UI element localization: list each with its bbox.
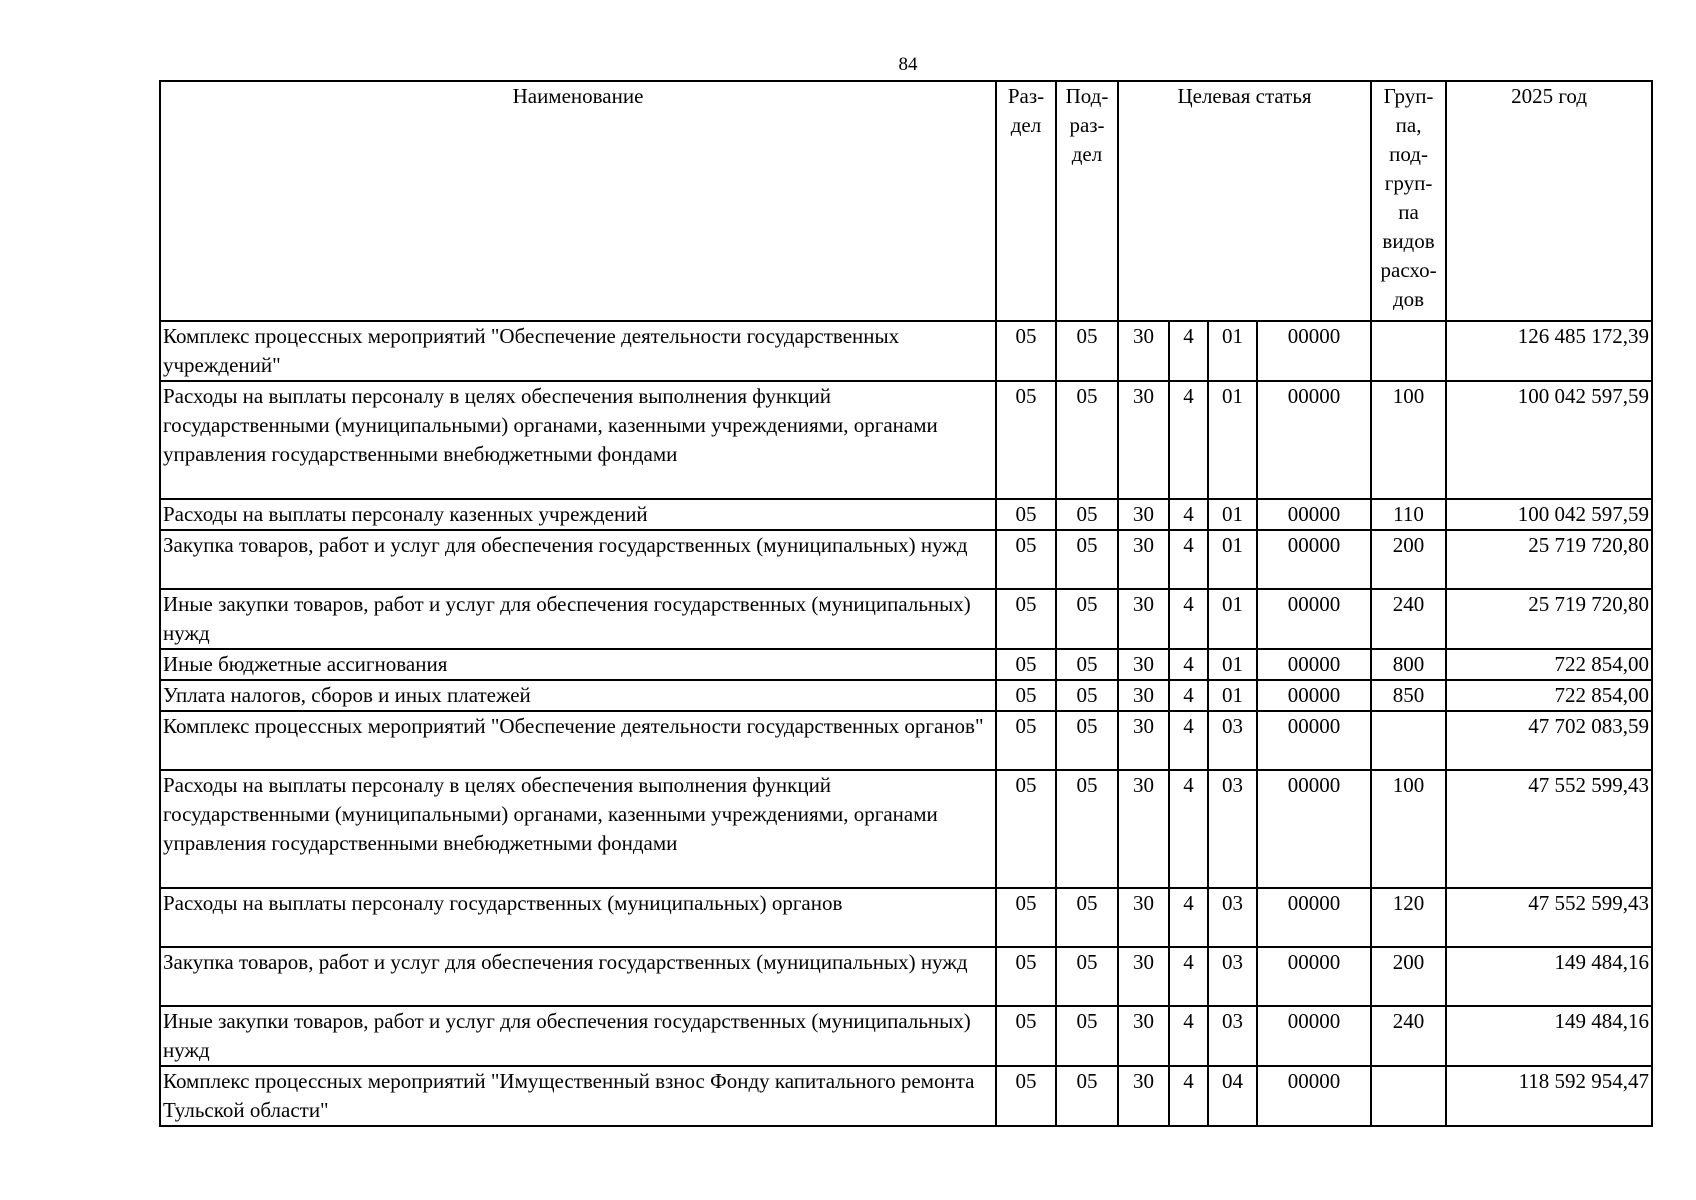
row-amount: 149 484,16 — [1446, 1006, 1652, 1066]
row-target-complex: 01 — [1208, 499, 1257, 530]
row-amount: 100 042 597,59 — [1446, 381, 1652, 499]
table-row — [160, 321, 1652, 381]
row-amount: 100 042 597,59 — [1446, 499, 1652, 530]
row-target-complex: 01 — [1208, 649, 1257, 680]
row-target-complex: 03 — [1208, 770, 1257, 888]
row-name: Уплата налогов, сборов и иных платежей — [160, 680, 996, 711]
row-subsection: 05 — [1056, 499, 1118, 530]
table-row — [160, 381, 1652, 499]
row-target-direction: 00000 — [1257, 1066, 1371, 1126]
row-target-program: 30 — [1118, 381, 1169, 499]
row-target-program: 30 — [1118, 649, 1169, 680]
header-group-part: Груп- — [1383, 84, 1434, 108]
row-target-type: 4 — [1169, 1006, 1208, 1066]
header-year: 2025 год — [1446, 81, 1652, 321]
row-expense-group: 100 — [1371, 381, 1446, 499]
row-subsection: 05 — [1056, 1006, 1118, 1066]
row-subsection: 05 — [1056, 1066, 1118, 1126]
row-section: 05 — [996, 770, 1056, 888]
header-subsection-part: дел — [1071, 142, 1103, 166]
table-row — [160, 947, 1652, 1006]
row-amount: 126 485 172,39 — [1446, 321, 1652, 381]
row-amount: 47 552 599,43 — [1446, 770, 1652, 888]
row-name: Комплекс процессных мероприятий "Имущественный взнос Фонду капитального ремонта Тульской области" — [160, 1066, 996, 1126]
row-target-direction: 00000 — [1257, 530, 1371, 589]
row-target-complex: 03 — [1208, 1006, 1257, 1066]
row-expense-group: 800 — [1371, 649, 1446, 680]
row-target-complex: 03 — [1208, 947, 1257, 1006]
row-target-complex: 01 — [1208, 589, 1257, 649]
row-target-complex: 03 — [1208, 888, 1257, 947]
row-target-program: 30 — [1118, 711, 1169, 770]
header-section — [996, 81, 1056, 321]
row-target-direction: 00000 — [1257, 770, 1371, 888]
header-group-part: дов — [1392, 287, 1425, 311]
header-section-part: Раз- — [1007, 84, 1045, 108]
table-row — [160, 711, 1652, 770]
row-target-type: 4 — [1169, 947, 1208, 1006]
row-subsection: 05 — [1056, 649, 1118, 680]
row-name: Расходы на выплаты персоналу государственных (муниципальных) органов — [160, 888, 996, 947]
row-target-complex: 01 — [1208, 680, 1257, 711]
header-group-part: па, — [1395, 113, 1422, 137]
row-expense-group: 100 — [1371, 770, 1446, 888]
header-group-part: па — [1398, 200, 1419, 224]
row-name: Иные закупки товаров, работ и услуг для обеспечения государственных (муниципальных) нужд — [160, 589, 996, 649]
row-section: 05 — [996, 589, 1056, 649]
row-target-program: 30 — [1118, 499, 1169, 530]
row-expense-group — [1371, 321, 1446, 381]
row-target-direction: 00000 — [1257, 321, 1371, 381]
row-name: Расходы на выплаты персоналу в целях обеспечения выполнения функций государственными (муниципальными) органами, казенными учреждениями, органами управления государственными внебюджетными фондами — [160, 381, 996, 499]
row-subsection: 05 — [1056, 321, 1118, 381]
row-section: 05 — [996, 530, 1056, 589]
row-subsection: 05 — [1056, 888, 1118, 947]
header-target-article: Целевая статья — [1118, 81, 1371, 321]
row-target-type: 4 — [1169, 770, 1208, 888]
header-group-part: груп- — [1384, 171, 1433, 195]
table-row — [160, 1006, 1652, 1066]
row-section: 05 — [996, 381, 1056, 499]
row-target-direction: 00000 — [1257, 649, 1371, 680]
table-row — [160, 499, 1652, 530]
row-section: 05 — [996, 711, 1056, 770]
row-amount: 118 592 954,47 — [1446, 1066, 1652, 1126]
row-target-type: 4 — [1169, 321, 1208, 381]
row-target-complex: 01 — [1208, 321, 1257, 381]
header-name: Наименование — [160, 81, 996, 321]
row-section: 05 — [996, 499, 1056, 530]
row-target-type: 4 — [1169, 530, 1208, 589]
row-expense-group — [1371, 711, 1446, 770]
row-target-direction: 00000 — [1257, 589, 1371, 649]
row-section: 05 — [996, 680, 1056, 711]
row-subsection: 05 — [1056, 381, 1118, 499]
row-name: Комплекс процессных мероприятий "Обеспечение деятельности государственных учреждений" — [160, 321, 996, 381]
table-row — [160, 770, 1652, 888]
row-subsection: 05 — [1056, 680, 1118, 711]
table-row — [160, 1066, 1652, 1126]
row-expense-group: 120 — [1371, 888, 1446, 947]
row-target-program: 30 — [1118, 770, 1169, 888]
row-target-direction: 00000 — [1257, 381, 1371, 499]
row-expense-group: 850 — [1371, 680, 1446, 711]
row-target-type: 4 — [1169, 888, 1208, 947]
header-group-part: видов — [1382, 229, 1435, 253]
row-amount: 722 854,00 — [1446, 649, 1652, 680]
row-target-direction: 00000 — [1257, 499, 1371, 530]
row-name: Расходы на выплаты персоналу в целях обеспечения выполнения функций государственными (муниципальными) органами, казенными учреждениями, органами управления государственными внебюджетными фондами — [160, 770, 996, 888]
row-amount: 25 719 720,80 — [1446, 589, 1652, 649]
header-group-part: под- — [1389, 142, 1428, 166]
row-expense-group: 240 — [1371, 1006, 1446, 1066]
row-target-direction: 00000 — [1257, 947, 1371, 1006]
page-number: 84 — [898, 54, 918, 75]
row-target-program: 30 — [1118, 680, 1169, 711]
row-target-complex: 04 — [1208, 1066, 1257, 1126]
row-target-program: 30 — [1118, 1006, 1169, 1066]
row-section: 05 — [996, 1006, 1056, 1066]
row-subsection: 05 — [1056, 711, 1118, 770]
row-subsection: 05 — [1056, 589, 1118, 649]
header-expense-group — [1371, 81, 1446, 321]
row-target-type: 4 — [1169, 589, 1208, 649]
header-subsection-part: раз- — [1069, 113, 1105, 137]
table-header-row — [160, 81, 1652, 321]
row-target-type: 4 — [1169, 711, 1208, 770]
row-amount: 47 702 083,59 — [1446, 711, 1652, 770]
header-group-part: расхо- — [1380, 258, 1437, 282]
row-expense-group: 200 — [1371, 947, 1446, 1006]
row-target-complex: 01 — [1208, 530, 1257, 589]
row-target-complex: 03 — [1208, 711, 1257, 770]
row-section: 05 — [996, 888, 1056, 947]
row-target-program: 30 — [1118, 589, 1169, 649]
row-amount: 722 854,00 — [1446, 680, 1652, 711]
row-target-direction: 00000 — [1257, 1006, 1371, 1066]
header-subsection-part: Под- — [1065, 84, 1109, 108]
table-row — [160, 649, 1652, 680]
row-target-direction: 00000 — [1257, 680, 1371, 711]
row-expense-group: 110 — [1371, 499, 1446, 530]
row-target-complex: 01 — [1208, 381, 1257, 499]
table-row — [160, 589, 1652, 649]
row-amount: 47 552 599,43 — [1446, 888, 1652, 947]
row-target-program: 30 — [1118, 321, 1169, 381]
row-expense-group: 200 — [1371, 530, 1446, 589]
row-target-program: 30 — [1118, 947, 1169, 1006]
row-expense-group: 240 — [1371, 589, 1446, 649]
row-name: Иные бюджетные ассигнования — [160, 649, 996, 680]
row-subsection: 05 — [1056, 530, 1118, 589]
row-name: Комплекс процессных мероприятий "Обеспечение деятельности государственных органов" — [160, 711, 996, 770]
row-target-type: 4 — [1169, 381, 1208, 499]
header-subsection — [1056, 81, 1118, 321]
row-target-direction: 00000 — [1257, 711, 1371, 770]
table-row — [160, 680, 1652, 711]
row-section: 05 — [996, 321, 1056, 381]
row-name: Закупка товаров, работ и услуг для обеспечения государственных (муниципальных) нужд — [160, 947, 996, 1006]
row-section: 05 — [996, 649, 1056, 680]
table-row — [160, 888, 1652, 947]
row-target-program: 30 — [1118, 888, 1169, 947]
row-expense-group — [1371, 1066, 1446, 1126]
row-section: 05 — [996, 1066, 1056, 1126]
row-name: Иные закупки товаров, работ и услуг для обеспечения государственных (муниципальных) нужд — [160, 1006, 996, 1066]
row-target-program: 30 — [1118, 530, 1169, 589]
row-target-type: 4 — [1169, 649, 1208, 680]
row-target-direction: 00000 — [1257, 888, 1371, 947]
row-amount: 149 484,16 — [1446, 947, 1652, 1006]
row-target-type: 4 — [1169, 499, 1208, 530]
row-name: Закупка товаров, работ и услуг для обеспечения государственных (муниципальных) нужд — [160, 530, 996, 589]
table-row — [160, 530, 1652, 589]
row-subsection: 05 — [1056, 770, 1118, 888]
row-amount: 25 719 720,80 — [1446, 530, 1652, 589]
row-name: Расходы на выплаты персоналу казенных учреждений — [160, 499, 996, 530]
header-section-part: дел — [1010, 113, 1042, 137]
row-target-type: 4 — [1169, 680, 1208, 711]
row-target-type: 4 — [1169, 1066, 1208, 1126]
row-target-program: 30 — [1118, 1066, 1169, 1126]
row-section: 05 — [996, 947, 1056, 1006]
row-subsection: 05 — [1056, 947, 1118, 1006]
budget-table — [159, 80, 1653, 1127]
